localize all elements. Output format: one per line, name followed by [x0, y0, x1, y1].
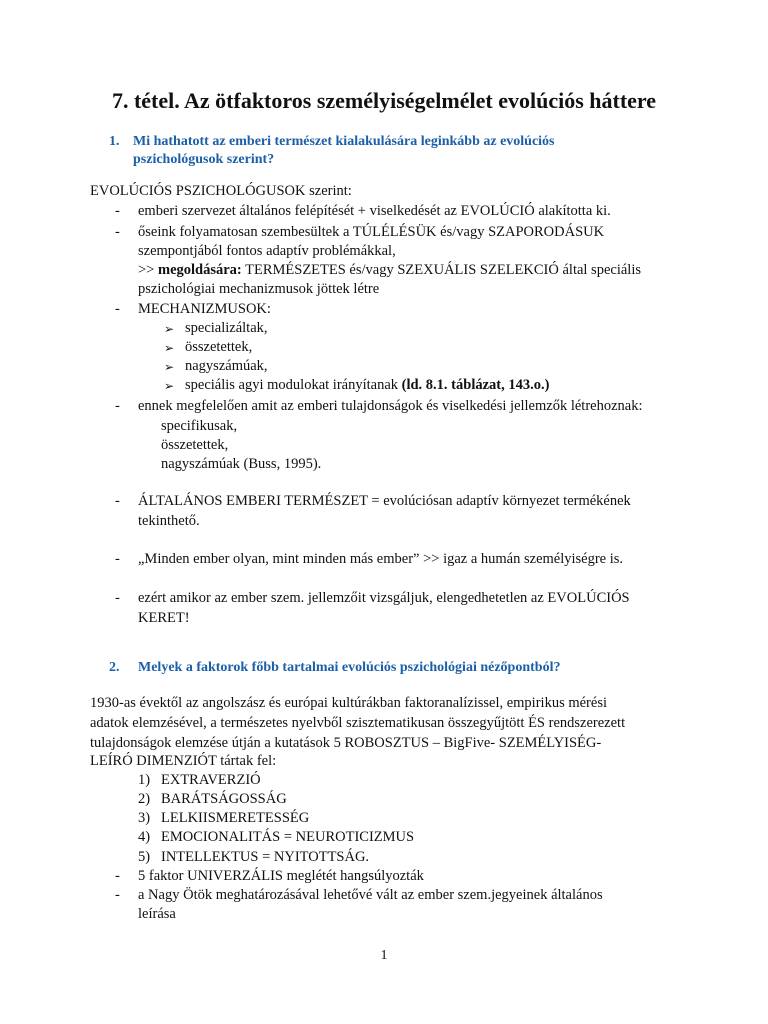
- bullet-2-line-3: [138, 262, 641, 279]
- arrow-prefix: >>: [138, 262, 158, 278]
- bullet-3-text: MECHANIZMUSOK:: [138, 301, 271, 317]
- bullet-dash: -: [115, 887, 120, 903]
- paragraph-line-2: adatok elemzésével, a természetes nyelvből szisztematikusan összegyűjtött ÉS rendszerezett: [90, 715, 626, 731]
- bullet-4-item-1: specifikusak,: [161, 418, 238, 434]
- sub-item-4: [185, 377, 549, 394]
- factor-5: INTELLEKTUS = NYITOTTSÁG.: [161, 849, 370, 865]
- sub-item-4-text: speciális agyi modulokat irányítanak: [185, 377, 402, 393]
- factor-4: EMOCIONALITÁS = NEUROTICIZMUS: [161, 829, 415, 845]
- bullet-dash: -: [115, 398, 120, 414]
- bullet-4-item-2: összetettek,: [161, 437, 229, 453]
- bullet-dash: -: [115, 493, 120, 509]
- bullet-dash: -: [115, 868, 120, 884]
- arrow-bullet-icon: ➢: [164, 379, 175, 393]
- factor-2: BARÁTSÁGOSSÁG: [161, 791, 287, 807]
- paragraph-line-1: 1930-as évektől az angolszász és európai kultúrákban faktoranalízissel, empirikus mérési: [90, 695, 607, 711]
- bullet-dash: -: [115, 203, 120, 219]
- bullet-dash: -: [115, 224, 120, 240]
- bullet-4-text: ennek megfelelően amit az emberi tulajdonságok és viselkedési jellemzők létrehoznak:: [138, 398, 643, 414]
- question-2-number: 2.: [109, 660, 120, 675]
- paragraph-line-3: tulajdonságok elemzése útján a kutatások 5 ROBOSZTUS – BigFive- SZEMÉLYISÉG-: [90, 735, 602, 751]
- bullet-7-line-2: KERET!: [138, 610, 190, 626]
- question-1-line-1: Mi hathatott az emberi természet kialakulására leginkább az evolúciós: [133, 134, 555, 149]
- bullet-2-line-4: pszichológiai mechanizmusok jöttek létre: [138, 281, 380, 297]
- s2-dash-2-line-2: leírása: [138, 906, 176, 922]
- list-item-number: 1): [138, 772, 151, 788]
- bullet-dash: -: [115, 590, 120, 606]
- solution-label: megoldására:: [157, 262, 242, 278]
- arrow-bullet-icon: ➢: [164, 341, 175, 355]
- bullet-2-line-3-rest: TERMÉSZETES és/vagy SZEXUÁLIS SZELEKCIÓ által speciális: [241, 262, 641, 278]
- bullet-6-text: „Minden ember olyan, mint minden más ember” >> igaz a humán személyiségre is.: [138, 551, 624, 567]
- arrow-bullet-icon: ➢: [164, 322, 175, 336]
- bullet-dash: -: [115, 551, 120, 567]
- sub-item-1: specializáltak,: [185, 320, 268, 336]
- factor-3: LELKIISMERETESSÉG: [161, 810, 310, 826]
- bullet-5-line-1: ÁLTALÁNOS EMBERI TERMÉSZET = evolúciósan adaptív környezet termékének: [138, 493, 631, 509]
- section-1-heading: EVOLÚCIÓS PSZICHOLÓGUSOK szerint:: [90, 183, 352, 199]
- paragraph-line-4: LEÍRÓ DIMENZIÓT tártak fel:: [90, 753, 277, 769]
- bullet-dash: -: [115, 301, 120, 317]
- list-item-number: 5): [138, 849, 151, 865]
- list-item-number: 2): [138, 791, 151, 807]
- question-1-number: 1.: [109, 134, 120, 149]
- question-1-line-2: pszichológusok szerint?: [133, 152, 275, 167]
- sub-item-2: összetettek,: [185, 339, 253, 355]
- page-number: 1: [380, 948, 388, 963]
- factor-1: EXTRAVERZIÓ: [161, 772, 261, 788]
- list-item-number: 3): [138, 810, 151, 826]
- bullet-7-line-1: ezért amikor az ember szem. jellemzőit vizsgáljuk, elengedhetetlen az EVOLÚCIÓS: [138, 590, 630, 606]
- table-reference: (ld. 8.1. táblázat, 143.o.): [401, 377, 550, 393]
- bullet-4-item-3: nagyszámúak (Buss, 1995).: [161, 456, 322, 472]
- list-item-number: 4): [138, 829, 151, 845]
- s2-dash-2-line-1: a Nagy Ötök meghatározásával lehetővé vált az ember szem.jegyeinek általános: [138, 887, 603, 903]
- page-title: 7. tétel. Az ötfaktoros személyiségelmélet evolúciós háttere: [111, 88, 657, 113]
- bullet-1-text: emberi szervezet általános felépítését + viselkedését az EVOLÚCIÓ alakította ki.: [138, 203, 611, 219]
- bullet-2-line-2: szempontjából fontos adaptív problémákkal,: [138, 243, 396, 259]
- bullet-5-line-2: tekinthető.: [138, 513, 200, 529]
- question-2-text: Melyek a faktorok főbb tartalmai evolúciós pszichológiai nézőpontból?: [138, 660, 561, 675]
- s2-dash-1-text: 5 faktor UNIVERZÁLIS meglétét hangsúlyozták: [138, 868, 424, 884]
- arrow-bullet-icon: ➢: [164, 360, 175, 374]
- bullet-2-line-1: őseink folyamatosan szembesültek a TÚLÉLÉSÜK és/vagy SZAPORODÁSUK: [138, 224, 605, 240]
- sub-item-3: nagyszámúak,: [185, 358, 268, 374]
